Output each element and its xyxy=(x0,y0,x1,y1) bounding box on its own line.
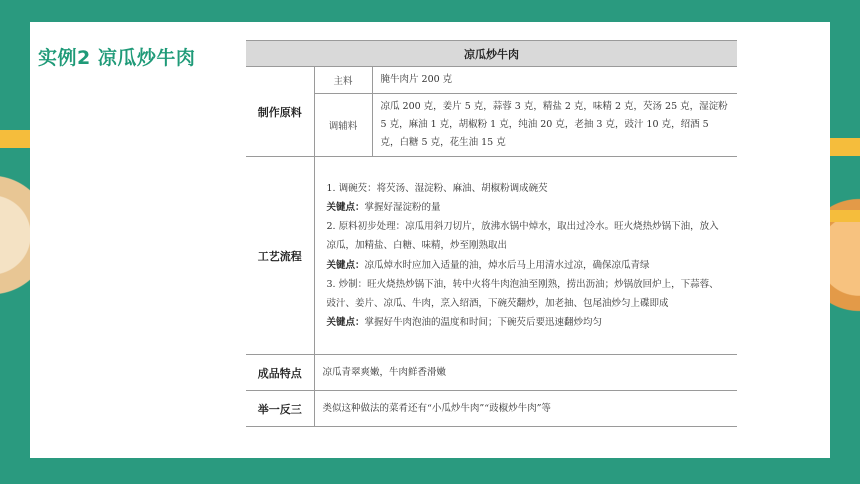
decor-stripe xyxy=(0,130,30,148)
process-steps xyxy=(314,157,737,355)
main-ingredient-value: 腌牛肉片 200 克 xyxy=(372,67,737,94)
materials-label: 制作原料 xyxy=(246,67,314,157)
key-point-1: 关键点：掌握好湿淀粉的量 xyxy=(326,201,441,213)
features-label: 成品特点 xyxy=(246,355,314,391)
process-label: 工艺流程 xyxy=(246,157,314,355)
decor-stripe xyxy=(828,210,860,222)
main-ingredient-label: 主料 xyxy=(314,67,372,94)
extend-label: 举一反三 xyxy=(246,391,314,427)
table-header: 凉瓜炒牛肉 xyxy=(246,41,737,67)
seasoning-value: 凉瓜 200 克，姜片 5 克，蒜蓉 3 克，精盐 2 克，味精 2 克，芡汤 25 克，湿淀粉 5 克，麻油 1 克，胡椒粉 1 克，纯油 20 克，老抽 3 克，豉汁 10 克，绍酒 5 克，白糖 5 克，花生油 15 克 xyxy=(372,94,737,157)
extend-value: 类似这种做法的菜肴还有“小瓜炒牛肉”“豉椒炒牛肉”等 xyxy=(314,391,737,427)
page-title: 实例2 凉瓜炒牛肉 xyxy=(38,47,196,69)
features-value: 凉瓜青翠爽嫩，牛肉鲜香滑嫩 xyxy=(314,355,737,391)
key-point-2: 关键点：凉瓜焯水时应加入适量的油，焯水后马上用清水过凉，确保凉瓜青绿 xyxy=(326,259,650,271)
recipe-table xyxy=(246,40,737,427)
decor-stripe xyxy=(828,138,860,156)
process-step-2: 2. 原料初步处理：凉瓜用斜刀切片，放沸水锅中焯水，取出过冷水。旺火烧热炒锅下油，放入凉瓜，加精盐、白糖、味精，炒至刚熟取出 xyxy=(326,221,719,252)
key-point-3: 关键点：掌握好牛肉泡油的温度和时间；下碗芡后要迅速翻炒均匀 xyxy=(326,317,603,329)
process-step-3: 3. 炒制：旺火烧热炒锅下油，转中火将牛肉泡油至刚熟，捞出沥油；炒锅放回炉上，下蒜蓉、豉汁、姜片、凉瓜、牛肉，烹入绍酒，下碗芡翻炒，加老抽、包尾油炒匀上碟即成 xyxy=(326,278,719,309)
slide-content xyxy=(30,22,830,458)
seasoning-label: 调辅料 xyxy=(314,94,372,157)
process-step-1: 1. 调碗芡：将芡汤、湿淀粉、麻油、胡椒粉调成碗芡 xyxy=(326,182,548,194)
